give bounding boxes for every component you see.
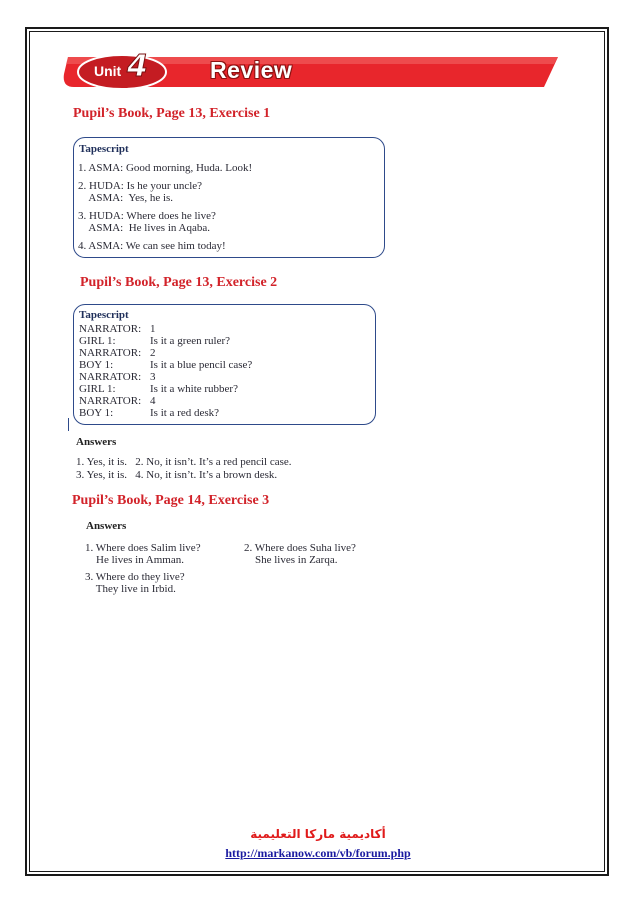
answer-line: 2. Where does Suha live?	[244, 542, 356, 554]
speaker-label: BOY 1:	[79, 359, 114, 371]
script-line: 2. HUDA: Is he your uncle?	[78, 180, 203, 192]
script-line: 4. ASMA: We can see him today!	[78, 240, 226, 252]
script-line: 1. ASMA: Good morning, Huda. Look!	[78, 162, 253, 174]
script-text: 4	[150, 395, 156, 407]
script-text: 2	[150, 347, 156, 359]
answer-line: 3. Where do they live?	[85, 571, 185, 583]
speaker-label: NARRATOR:	[79, 323, 142, 335]
speaker-label: GIRL 1:	[79, 383, 116, 395]
speaker-label: BOY 1:	[79, 407, 114, 419]
script-line: 3. HUDA: Where does he live?	[78, 210, 216, 222]
unit-label: Unit	[94, 63, 122, 79]
answer-line: She lives in Zarqa.	[244, 554, 338, 566]
speaker-label: NARRATOR:	[79, 395, 142, 407]
tapescript-box-2	[73, 304, 376, 425]
speaker-label: NARRATOR:	[79, 371, 142, 383]
script-line: ASMA: He lives in Aqaba.	[78, 222, 210, 234]
exercise2-heading: Pupil’s Book, Page 13, Exercise 2	[80, 275, 278, 290]
answers-title: Answers	[86, 520, 127, 532]
script-text: Is it a red desk?	[150, 407, 220, 419]
margin-mark	[68, 418, 69, 431]
answer-line: 1. Yes, it is. 2. No, it isn’t. It’s a red pencil case.	[76, 456, 292, 468]
answer-line: He lives in Amman.	[85, 554, 184, 566]
script-text: Is it a white rubber?	[150, 383, 238, 395]
unit-number: 4	[127, 49, 148, 84]
answers-title: Answers	[76, 436, 117, 448]
exercise3-heading: Pupil’s Book, Page 14, Exercise 3	[72, 493, 270, 508]
script-line: ASMA: Yes, he is.	[78, 192, 174, 204]
banner-title: Review	[210, 57, 293, 83]
exercise1-heading: Pupil’s Book, Page 13, Exercise 1	[73, 106, 271, 121]
script-text: 1	[150, 323, 156, 335]
speaker-label: NARRATOR:	[79, 347, 142, 359]
tapescript-title: Tapescript	[79, 309, 129, 321]
answer-line: They live in Irbid.	[85, 583, 176, 595]
script-text: Is it a blue pencil case?	[150, 359, 253, 371]
footer-link[interactable]: http://markanow.com/vb/forum.php	[225, 846, 411, 860]
script-text: Is it a green ruler?	[150, 335, 231, 347]
footer-arabic-title: أكاديمية ماركا التعليمية	[250, 827, 386, 841]
tapescript-title: Tapescript	[79, 143, 129, 155]
speaker-label: GIRL 1:	[79, 335, 116, 347]
tapescript-box-1	[73, 137, 385, 258]
script-text: 3	[150, 371, 156, 383]
answer-line: 3. Yes, it is. 4. No, it isn’t. It’s a brown desk.	[76, 469, 278, 481]
answer-line: 1. Where does Salim live?	[85, 542, 201, 554]
unit-banner	[60, 49, 560, 90]
